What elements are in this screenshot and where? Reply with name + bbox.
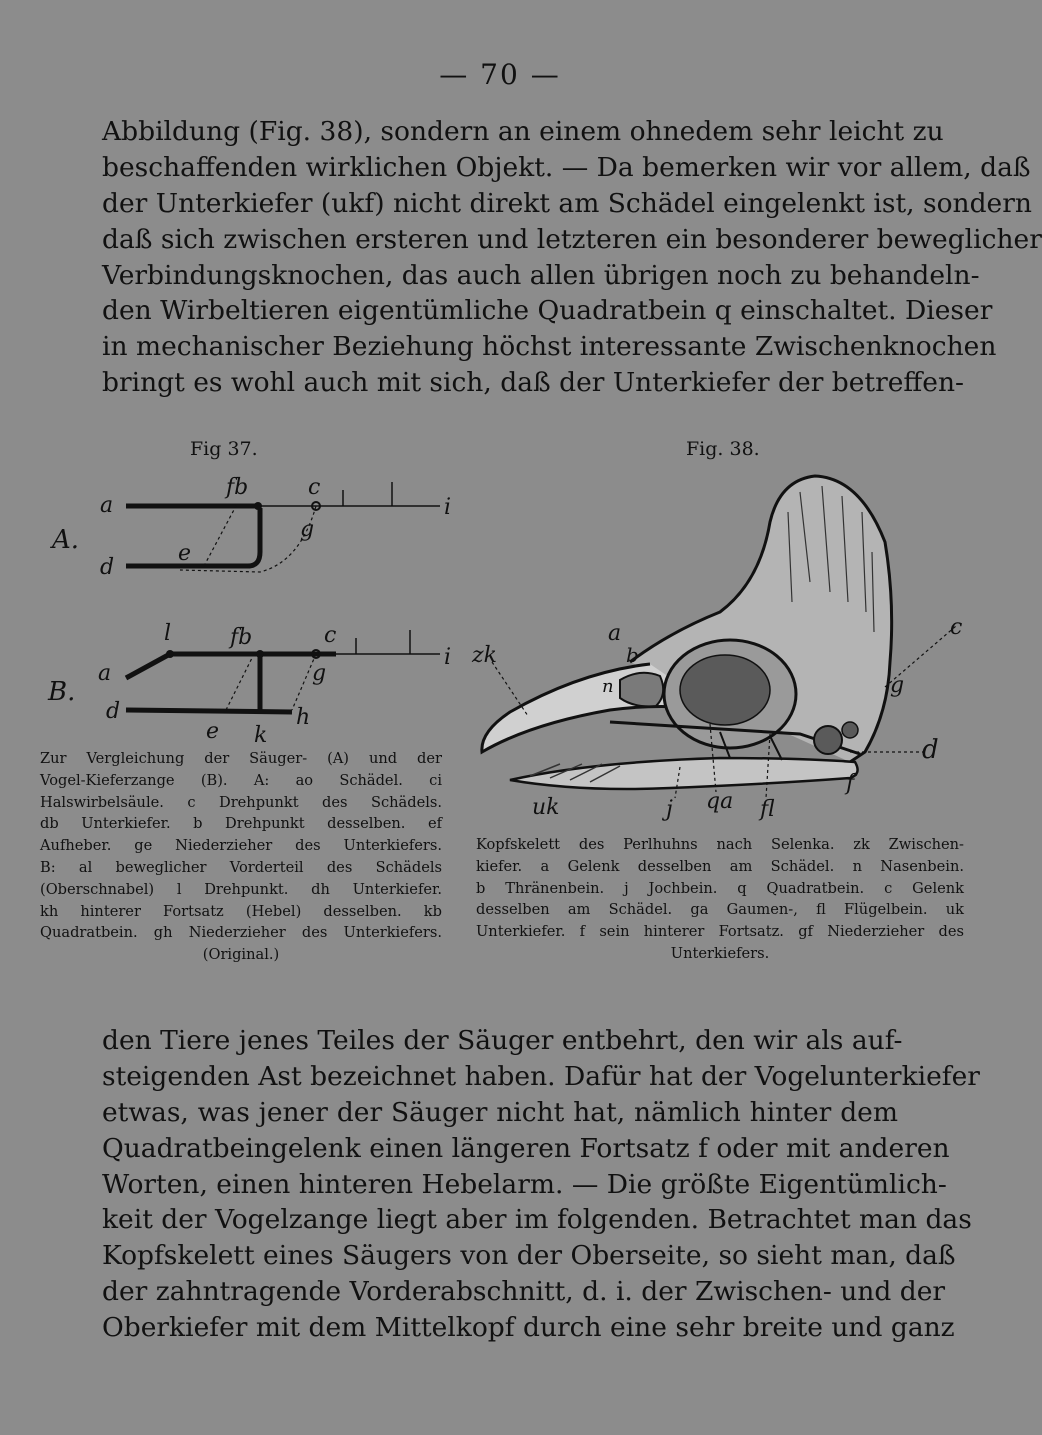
label-d: d [100, 555, 115, 580]
label-l: l [164, 621, 172, 646]
text-line: der zahntragende Vorderabschnitt, d. i. der Zwischen- und der [102, 1276, 946, 1308]
text-line: Oberkiefer mit dem Mittelkopf durch eine sehr breite und ganz [102, 1312, 955, 1344]
label-d: d [106, 699, 121, 724]
label-e: e [206, 719, 220, 744]
label-fb: fb [230, 625, 253, 650]
text-line: beschaffenden wirklichen Objekt. — Da bemerken wir vor allem, daß [102, 151, 1031, 183]
label-i: i [444, 495, 452, 520]
label-d: d [922, 735, 939, 765]
body-paragraph-top [102, 114, 1042, 401]
text-line: Verbindungsknochen, das auch allen übrigen noch zu behandeln- [102, 259, 980, 291]
label-qa: qa [706, 789, 734, 814]
text-line: Worten, einen hinteren Hebelarm. — Die größte Eigentümlich- [102, 1168, 947, 1200]
page-number: — 70 — [439, 58, 561, 91]
label-fl: fl [760, 797, 775, 822]
figure-38-caption [476, 834, 964, 965]
figure-38-title: Fig. 38. [686, 438, 760, 460]
text-line: den Tiere jenes Teiles der Säuger entbehrt, den wir als auf- [102, 1025, 903, 1056]
caption-line: Halswirbelsäule. c Drehpunkt des Schädels. [40, 793, 442, 811]
section-a-label: A. [52, 525, 80, 555]
label-uk: uk [532, 795, 560, 820]
figure-37-caption [40, 748, 442, 966]
label-j: j [666, 797, 673, 822]
caption-line: Aufheber. ge Niederzieher des Unterkiefers. [40, 837, 442, 855]
label-c: c [950, 615, 963, 640]
text-line: Abbildung (Fig. 38), sondern an einem ohnedem sehr leicht zu [102, 116, 944, 147]
caption-line: (Oberschnabel) l Drehpunkt. dh Unterkiefer. [40, 880, 442, 898]
label-a: a [608, 621, 622, 646]
caption-line: Vogel-Kieferzange (B). A: ao Schädel. ci [40, 771, 442, 789]
label-g: g [300, 517, 315, 542]
text-line: etwas, was jener der Säuger nicht hat, nämlich hinter dem [102, 1096, 898, 1128]
label-f: f [846, 771, 855, 796]
caption-line: b Thränenbein. j Jochbein. q Quadratbein. c Gelenk [476, 879, 964, 897]
label-e: e [178, 541, 192, 566]
label-a: a [100, 493, 114, 518]
text-line: bringt es wohl auch mit sich, daß der Unterkiefer der betreffen- [102, 367, 964, 399]
label-a: a [98, 661, 112, 686]
text-line: keit der Vogelzange liegt aber im folgenden. Betrachtet man das [102, 1204, 972, 1236]
text-line: Quadratbeingelenk einen längeren Fortsatz f oder mit anderen [102, 1132, 950, 1164]
figure-37-title: Fig 37. [190, 438, 258, 460]
label-c: c [324, 623, 337, 648]
text-line: in mechanischer Beziehung höchst interessante Zwischenknochen [102, 331, 997, 363]
text-line: Kopfskelett eines Säugers von der Oberseite, so sieht man, daß [102, 1240, 956, 1272]
label-b: b [626, 643, 639, 667]
caption-line: Zur Vergleichung der Säuger- (A) und der [40, 750, 442, 767]
caption-line: (Original.) [202, 946, 280, 964]
label-n: n [602, 676, 614, 697]
caption-line: Unterkiefer. f sein hinterer Fortsatz. gf Niederzieher des [476, 923, 964, 941]
label-fb: fb [226, 475, 249, 500]
caption-line: db Unterkiefer. b Drehpunkt desselben. ef [40, 815, 442, 833]
body-paragraph-bottom [102, 1023, 980, 1346]
caption-line: Unterkiefers. [670, 944, 770, 962]
text-line: steigenden Ast bezeichnet haben. Dafür hat der Vogelunterkiefer [102, 1060, 980, 1092]
figure-38-skull-drawing [470, 462, 970, 822]
label-g: g [312, 661, 327, 686]
label-zk: zk [472, 643, 497, 668]
caption-line: Quadratbein. gh Niederzieher des Unterkiefers. [40, 924, 442, 942]
label-i: i [444, 645, 452, 670]
label-g: g [890, 673, 905, 698]
figure-37-diagram [30, 462, 470, 752]
label-k: k [254, 723, 268, 748]
text-line: der Unterkiefer (ukf) nicht direkt am Schädel eingelenkt ist, sondern [102, 187, 1032, 219]
label-c: c [308, 475, 321, 500]
caption-line: desselben am Schädel. ga Gaumen-, fl Flügelbein. uk [476, 901, 964, 919]
caption-line: kiefer. a Gelenk desselben am Schädel. n Nasenbein. [476, 857, 964, 875]
label-h: h [296, 705, 311, 730]
caption-line: B: al beweglicher Vorderteil des Schädels [40, 858, 442, 876]
caption-line: Kopfskelett des Perlhuhns nach Selenka. zk Zwischen- [476, 836, 964, 853]
caption-line: kh hinterer Fortsatz (Hebel) desselben. kb [40, 902, 442, 920]
text-line: den Wirbeltieren eigentümliche Quadratbein q einschaltet. Dieser [102, 295, 993, 327]
text-line: daß sich zwischen ersteren und letzteren ein besonderer beweglicher [102, 223, 1042, 255]
section-b-label: B. [48, 677, 76, 707]
